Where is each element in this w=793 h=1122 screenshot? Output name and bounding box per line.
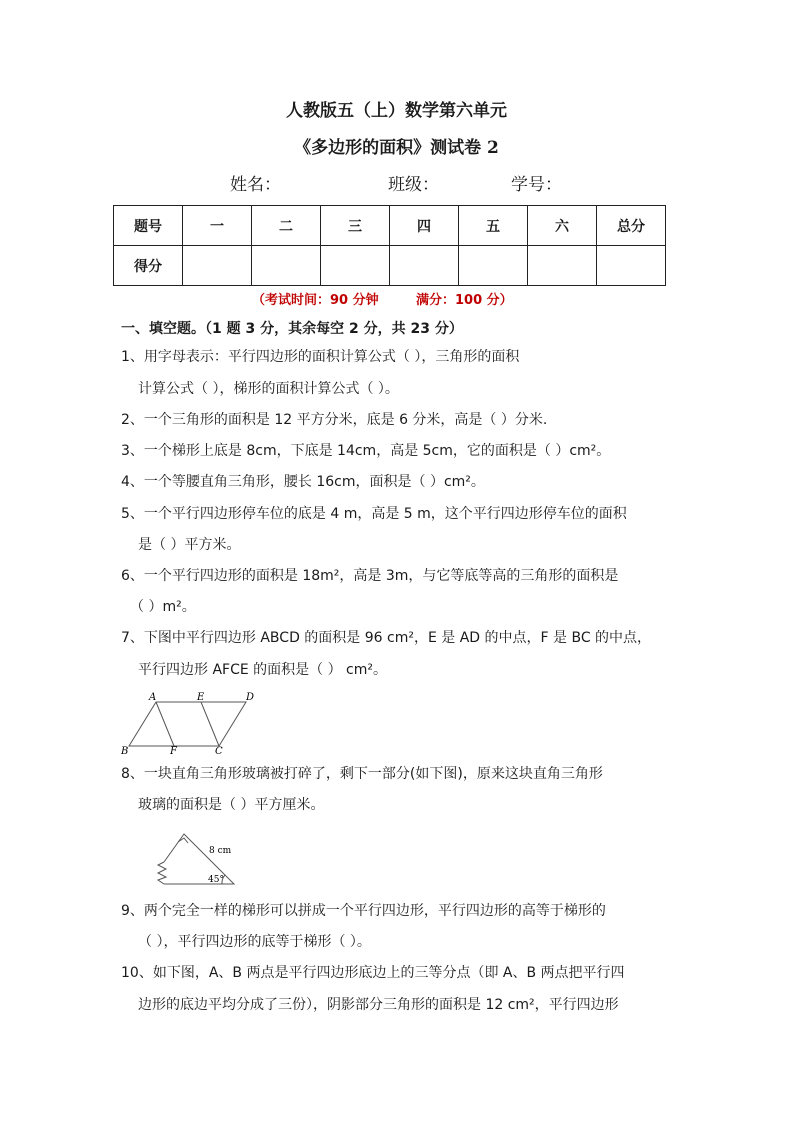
question-7-line-2: 平行四边形 AFCE 的面积是（ ） cm²。 (138, 662, 387, 678)
exam-full-score: 满分：100 分） (416, 293, 513, 308)
question-6-line-1: 6、一个平行四边形的面积是 18m²，高是 3m，与它等底等高的三角形的面积是 (121, 568, 619, 584)
score-input-cell[interactable] (321, 246, 390, 286)
table-cell: 总分 (597, 206, 666, 246)
score-input-cell[interactable] (183, 246, 252, 286)
table-cell: 三 (321, 206, 390, 246)
side-length-label: 8 cm (209, 846, 232, 856)
question-6-line-2: （ ）m²。 (130, 599, 196, 615)
table-cell: 四 (390, 206, 459, 246)
vertex-label-c: C (215, 746, 223, 756)
table-cell: 二 (252, 206, 321, 246)
table-cell: 一 (183, 206, 252, 246)
question-10-line-1: 10、如下图，A、B 两点是平行四边形底边上的三等分点（即 A、B 两点把平行四 (121, 965, 625, 981)
segment-ec (201, 702, 219, 746)
segment-af (156, 702, 174, 746)
question-3: 3、一个梯形上底是 8cm，下底是 14cm，高是 5cm，它的面积是（ ）cm²。 (121, 443, 611, 459)
question-10-line-2: 边形的底边平均分成了三份），阴影部分三角形的面积是 12 cm²，平行四边形 (138, 997, 619, 1013)
table-cell: 得分 (114, 246, 183, 286)
score-table-header-row (114, 206, 666, 246)
angle-label: 45° (208, 875, 224, 885)
vertex-label-f: F (170, 746, 177, 756)
question-5-line-1: 5、一个平行四边形停车位的底是 4 m，高是 5 m，这个平行四边形停车位的面积 (121, 506, 627, 522)
name-label: 姓名： (230, 175, 281, 195)
question-7-line-1: 7、下图中平行四边形 ABCD 的面积是 96 cm²，E 是 AD 的中点，F 是 BC 的中点， (121, 630, 652, 646)
question-5-line-2: 是（ ）平方米。 (138, 537, 241, 553)
student-number-label: 学号： (511, 175, 562, 195)
broken-edge (158, 862, 166, 884)
parallelogram-abcd (129, 702, 246, 746)
right-angle-mark (178, 838, 188, 843)
vertex-label-d: D (246, 692, 255, 703)
score-table (113, 205, 666, 286)
vertex-label-a: A (149, 692, 157, 703)
score-input-cell[interactable] (597, 246, 666, 286)
table-cell: 五 (459, 206, 528, 246)
table-cell: 题号 (114, 206, 183, 246)
exam-time: （考试时间：90 分钟 (252, 293, 379, 308)
table-cell: 六 (528, 206, 597, 246)
page-title: 人教版五（上）数学第六单元 (286, 101, 507, 121)
question-9-line-1: 9、两个完全一样的梯形可以拼成一个平行四边形，平行四边形的高等于梯形的 (121, 903, 606, 919)
score-input-cell[interactable] (252, 246, 321, 286)
class-label: 班级： (388, 175, 439, 195)
parallelogram-figure (118, 688, 263, 756)
score-input-cell[interactable] (390, 246, 459, 286)
score-table-score-row (114, 246, 666, 286)
question-8-line-2: 玻璃的面积是（ ）平方厘米。 (138, 797, 325, 813)
page-subtitle: 《多边形的面积》测试卷 2 (294, 138, 499, 158)
vertex-label-b: B (121, 746, 129, 756)
vertex-label-e: E (197, 692, 205, 703)
question-1-line-2: 计算公式（ ），梯形的面积计算公式（ ）。 (138, 381, 399, 397)
section-heading: 一、填空题。（1 题 3 分，其余每空 2 分，共 23 分） (121, 321, 463, 337)
score-input-cell[interactable] (528, 246, 597, 286)
question-4: 4、一个等腰直角三角形，腰长 16cm，面积是（ ）cm²。 (121, 474, 485, 490)
question-1-line-1: 1、用字母表示：平行四边形的面积计算公式（ ），三角形的面积 (121, 349, 520, 365)
question-2: 2、一个三角形的面积是 12 平方分米，底是 6 分米，高是（ ）分米. (121, 412, 548, 428)
broken-triangle-figure (150, 826, 246, 888)
question-8-line-1: 8、一块直角三角形玻璃被打碎了，剩下一部分(如下图)，原来这块直角三角形 (121, 766, 603, 782)
question-9-line-2: （ ），平行四边形的底等于梯形（ ）。 (138, 934, 371, 950)
score-input-cell[interactable] (459, 246, 528, 286)
